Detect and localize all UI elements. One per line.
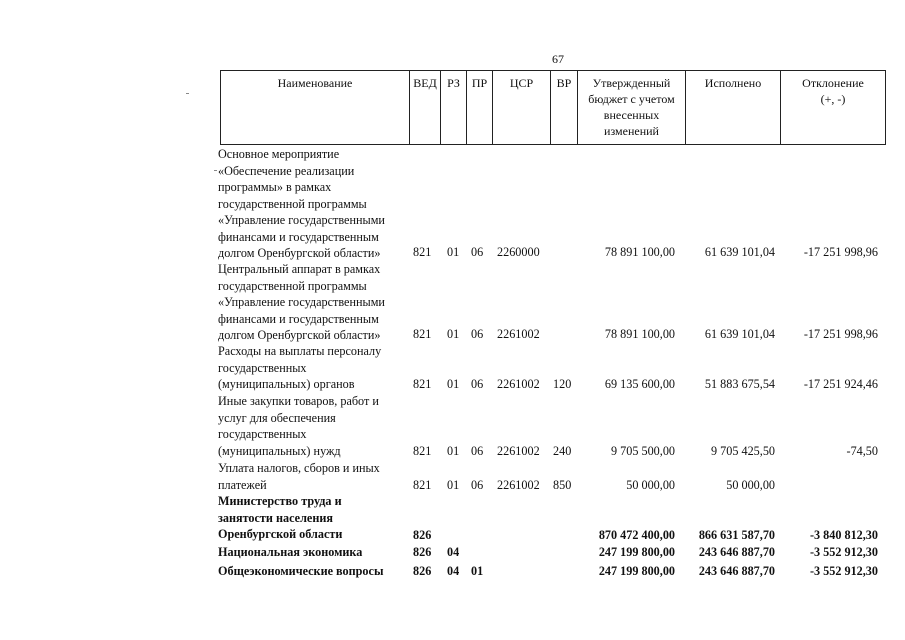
- row-rz: 01: [447, 478, 460, 492]
- row-executed: 243 646 887,70: [698, 564, 775, 578]
- row-executed: 9 705 425,50: [711, 444, 775, 458]
- row-ved: 821: [413, 327, 432, 341]
- header-ved: ВЕД: [413, 76, 437, 90]
- header-divider: [885, 70, 886, 145]
- row-approved: 78 891 100,00: [604, 327, 675, 341]
- row-approved: 870 472 400,00: [598, 528, 675, 542]
- header-executed: Исполнено: [704, 76, 762, 90]
- row-executed: 61 639 101,04: [704, 245, 775, 259]
- row-deviation: -74,50: [846, 444, 878, 458]
- row-ved: 826: [413, 564, 432, 578]
- row-vr: 240: [553, 444, 572, 458]
- row-ved: 826: [413, 545, 432, 559]
- row-pr: 06: [471, 478, 484, 492]
- row-executed: 866 631 587,70: [698, 528, 775, 542]
- row-deviation: -17 251 998,96: [803, 327, 878, 341]
- row-rz: 01: [447, 245, 460, 259]
- scan-speck: [214, 170, 217, 171]
- row-approved: 50 000,00: [626, 478, 675, 492]
- row-deviation: -3 552 912,30: [809, 564, 878, 578]
- header-deviation: Отклонение (+, -): [802, 76, 864, 106]
- header-name: Наименование: [277, 76, 353, 90]
- row-deviation: -17 251 998,96: [803, 245, 878, 259]
- page-number: 67: [552, 52, 564, 66]
- row-csr: 2261002: [497, 327, 540, 341]
- row-rz: 01: [447, 444, 460, 458]
- row-pr: 01: [471, 564, 484, 578]
- row-name: Основное мероприятие «Обеспечение реализации программы» в рамках государственной программы «Управление государственными финансами и государственным долгом Оренбургской области»: [218, 147, 385, 260]
- scan-speck: [186, 93, 189, 94]
- header-approved: Утвержденный бюджет с учетом внесенных изменений: [588, 76, 675, 138]
- row-approved: 69 135 600,00: [604, 377, 675, 391]
- row-approved: 78 891 100,00: [604, 245, 675, 259]
- row-approved: 247 199 800,00: [598, 545, 675, 559]
- row-vr: 850: [553, 478, 572, 492]
- row-ved: 826: [413, 528, 432, 542]
- header-pr: ПР: [471, 76, 488, 90]
- row-rz: 01: [447, 327, 460, 341]
- row-csr: 2261002: [497, 444, 540, 458]
- row-ved: 821: [413, 444, 432, 458]
- header-rz: РЗ: [447, 76, 460, 90]
- row-ved: 821: [413, 478, 432, 492]
- row-name: Иные закупки товаров, работ и услуг для обеспечения государственных (муниципальных) нужд: [218, 394, 379, 458]
- row-deviation: -3 840 812,30: [809, 528, 878, 542]
- row-pr: 06: [471, 245, 484, 259]
- row-name: Уплата налогов, сборов и иных платежей: [218, 461, 380, 492]
- row-rz: 04: [447, 564, 460, 578]
- row-name: Национальная экономика: [218, 545, 363, 559]
- row-deviation: -3 552 912,30: [809, 545, 878, 559]
- row-rz: 01: [447, 377, 460, 391]
- row-ved: 821: [413, 245, 432, 259]
- row-csr: 2260000: [497, 245, 540, 259]
- row-pr: 06: [471, 377, 484, 391]
- row-executed: 50 000,00: [726, 478, 775, 492]
- row-rz: 04: [447, 545, 460, 559]
- row-pr: 06: [471, 444, 484, 458]
- row-name: Расходы на выплаты персоналу государственных (муниципальных) органов: [218, 344, 382, 391]
- row-approved: 247 199 800,00: [598, 564, 675, 578]
- row-csr: 2261002: [497, 478, 540, 492]
- header-top-border: [220, 70, 886, 71]
- row-ved: 821: [413, 377, 432, 391]
- header-csr: ЦСР: [509, 76, 534, 90]
- row-executed: 61 639 101,04: [704, 327, 775, 341]
- row-name: Общеэкономические вопросы: [218, 564, 384, 578]
- row-csr: 2261002: [497, 377, 540, 391]
- row-name: Министерство труда и занятости населения Оренбургской области: [218, 494, 343, 541]
- row-deviation: -17 251 924,46: [803, 377, 878, 391]
- row-name: Центральный аппарат в рамках государственной программы «Управление государственными финансами и государственным долгом Оренбургской области»: [218, 262, 385, 342]
- row-executed: 243 646 887,70: [698, 545, 775, 559]
- row-pr: 06: [471, 327, 484, 341]
- row-executed: 51 883 675,54: [704, 377, 775, 391]
- header-vr: ВР: [556, 76, 572, 90]
- row-approved: 9 705 500,00: [611, 444, 675, 458]
- header-bottom-border: [220, 144, 886, 145]
- row-vr: 120: [553, 377, 572, 391]
